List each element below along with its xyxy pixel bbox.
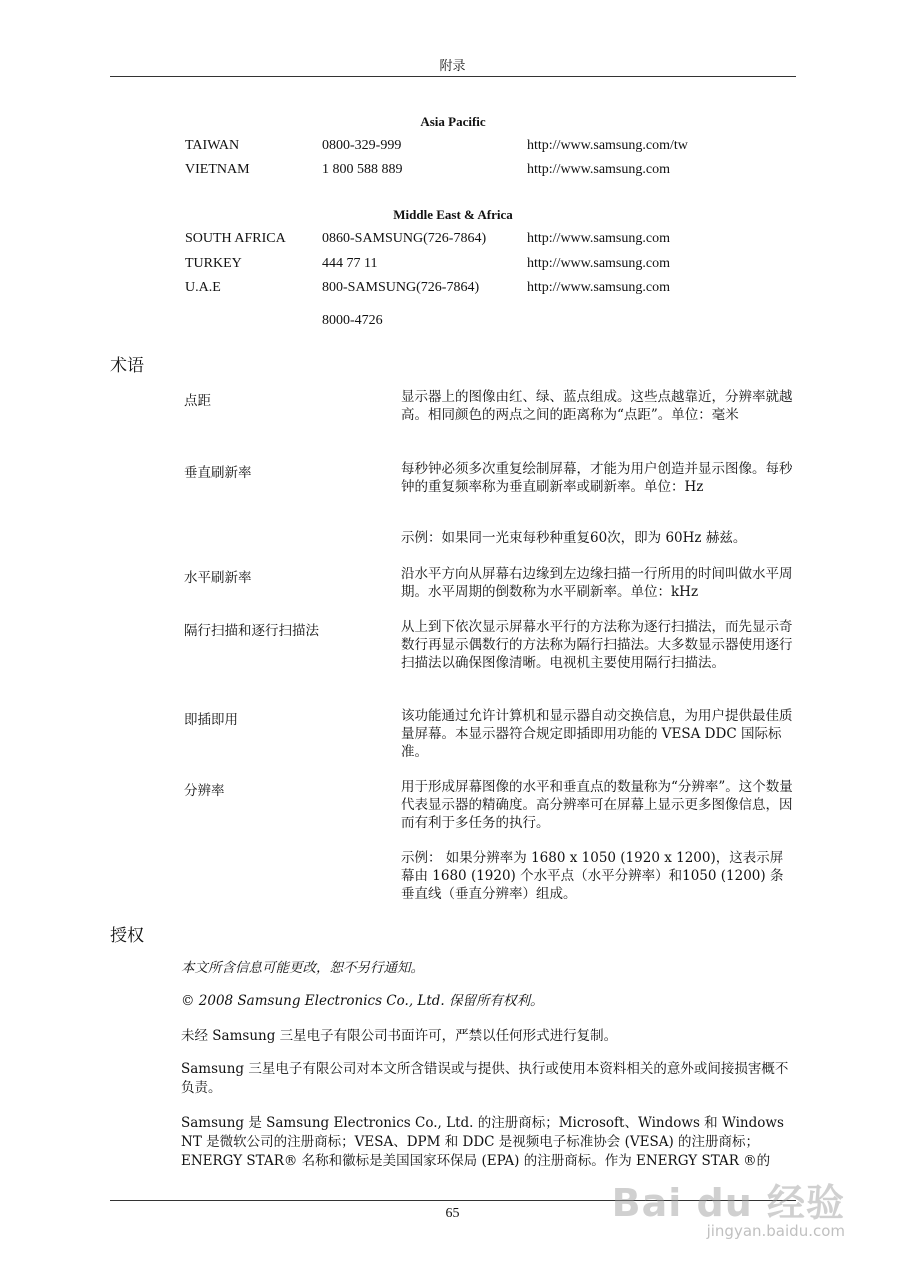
glossary-term: 点距: [184, 393, 211, 409]
region-title-middle-east-africa: Middle East & Africa: [393, 207, 513, 222]
paragraph: 未经 Samsung 三星电子有限公司书面许可，严禁以任何形式进行复制。: [181, 1028, 618, 1044]
url-link[interactable]: http://www.samsung.com: [527, 162, 670, 177]
country-cell: TURKEY: [185, 256, 242, 271]
phone-cell: 0800-329-999: [322, 138, 402, 153]
paragraph: Samsung 是 Samsung Electronics Co., Ltd. 的注册商标；Microsoft、Windows 和 Windows NT 是微软公司的注册商标；VESA、DPM 和 DDC 是视频电子标准协会 (VESA) 的注册商标；ENERGY STAR® 名称和徽标是美国国家环保局 (EPA) 的注册商标。作为 ENERGY STAR ®的: [181, 1115, 784, 1169]
country-cell: SOUTH AFRICA: [185, 231, 286, 246]
glossary-term: 分辨率: [184, 783, 225, 799]
glossary-definition: 显示器上的图像由红、绿、蓝点组成。这些点越靠近，分辨率就越高。相同颜色的两点之间的距离称为“点距”。单位：毫米: [401, 389, 793, 423]
phone-cell-extra: 8000-4726: [322, 313, 383, 328]
phone-cell: 0860-SAMSUNG(726-7864): [322, 231, 487, 246]
glossary-example: 示例： 如果分辨率为 1680 x 1050 (1920 x 1200)，这表示屏幕由 1680 (1920) 个水平点（水平分辨率）和1050 (1200) 条垂直线（垂直分辨率）组成。: [401, 850, 784, 902]
glossary-example: 示例：如果同一光束每秒种重复60次，即为 60Hz 赫兹。: [401, 530, 747, 546]
phone-cell: 800-SAMSUNG(726-7864): [322, 280, 480, 295]
region-title-asia-pacific: Asia Pacific: [420, 114, 486, 129]
copyright-text: © 2008 Samsung Electronics Co., Ltd. 保留所有权利。: [181, 993, 544, 1009]
phone-cell: 444 77 11: [322, 256, 378, 271]
watermark-url: jingyan.baidu.com: [706, 1222, 845, 1240]
page-header-title: 附录: [439, 59, 466, 74]
glossary-term: 隔行扫描和逐行扫描法: [184, 623, 319, 639]
glossary-term: 即插即用: [184, 712, 238, 728]
url-link[interactable]: http://www.samsung.com/tw: [527, 138, 688, 153]
url-link[interactable]: http://www.samsung.com: [527, 231, 670, 246]
glossary-definition: 每秒钟必须多次重复绘制屏幕，才能为用户创造并显示图像。每秒钟的重复频率称为垂直刷新率或刷新率。单位：Hz: [401, 461, 793, 495]
phone-cell: 1 800 588 889: [322, 162, 403, 177]
country-cell: U.A.E: [185, 280, 221, 295]
page-number: 65: [445, 1206, 460, 1221]
section-title-glossary: 术语: [110, 356, 144, 376]
glossary-term: 垂直刷新率: [184, 465, 252, 481]
glossary-definition: 用于形成屏幕图像的水平和垂直点的数量称为“分辨率”。这个数量代表显示器的精确度。高分辨率可在屏幕上显示更多图像信息，因而有利于多任务的执行。: [401, 779, 793, 831]
header-rule: [110, 76, 796, 77]
notice-text: 本文所含信息可能更改，恕不另行通知。: [181, 960, 424, 976]
url-link[interactable]: http://www.samsung.com: [527, 280, 670, 295]
glossary-term: 水平刷新率: [184, 570, 252, 586]
country-cell: TAIWAN: [185, 138, 240, 153]
paragraph: Samsung 三星电子有限公司对本文所含错误或与提供、执行或使用本资料相关的意外或间接损害概不负责。: [181, 1061, 789, 1096]
glossary-definition: 从上到下依次显示屏幕水平行的方法称为逐行扫描法，而先显示奇数行再显示偶数行的方法称为隔行扫描法。大多数显示器使用逐行扫描法以确保图像清晰。电视机主要使用隔行扫描法。: [401, 619, 793, 671]
url-link[interactable]: http://www.samsung.com: [527, 256, 670, 271]
watermark-logo: Bai du 经验: [611, 1181, 845, 1225]
glossary-definition: 该功能通过允许计算机和显示器自动交换信息，为用户提供最佳质量屏幕。本显示器符合规定即插即用功能的 VESA DDC 国际标准。: [401, 708, 793, 760]
glossary-definition: 沿水平方向从屏幕右边缘到左边缘扫描一行所用的时间叫做水平周期。水平周期的倒数称为水平刷新率。单位：kHz: [401, 566, 793, 600]
section-title-authority: 授权: [110, 926, 144, 946]
country-cell: VIETNAM: [185, 162, 250, 177]
